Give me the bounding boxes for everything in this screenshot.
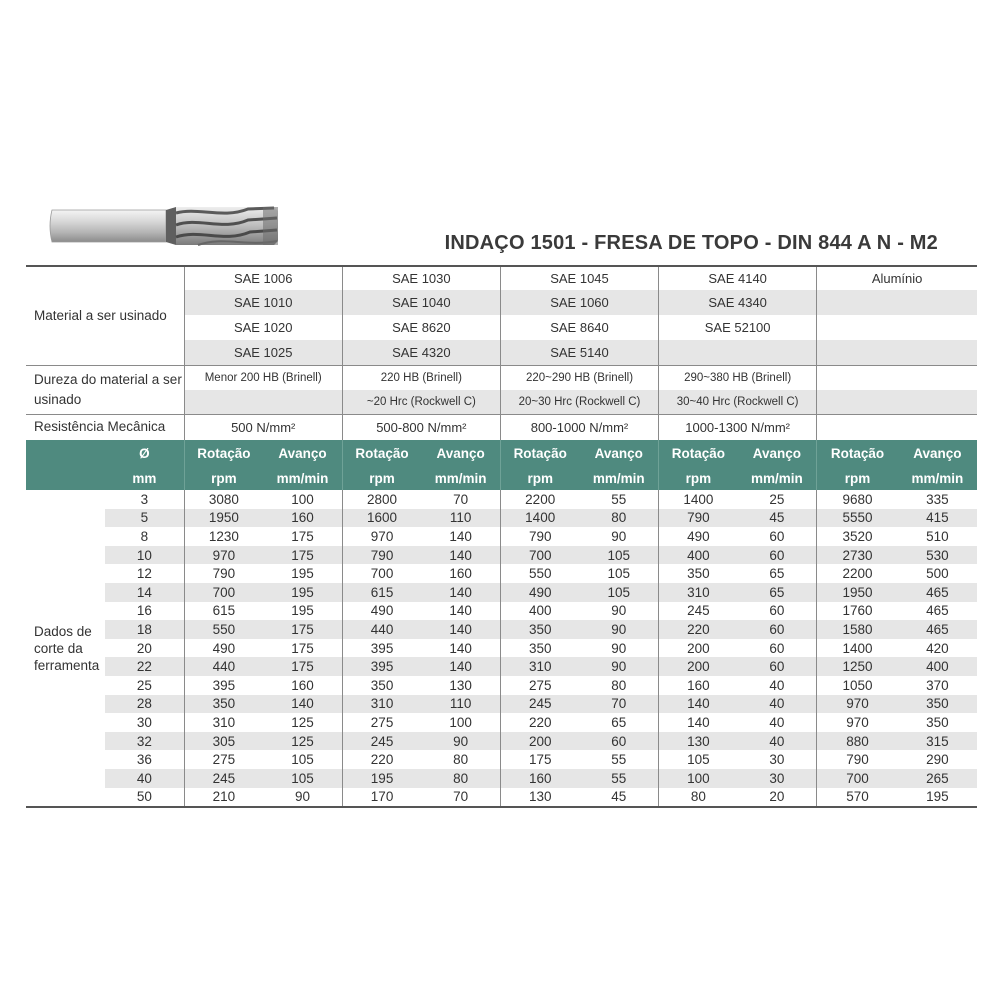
material-cell <box>659 340 817 365</box>
feed-cell: 80 <box>421 769 500 788</box>
feed-cell: 65 <box>769 566 785 582</box>
rotation-cell: 1580 <box>817 620 898 639</box>
rotation-cell: 350 <box>184 695 263 714</box>
material-row <box>26 266 977 290</box>
rotation-cell: 3520 <box>817 527 898 546</box>
resistance-label: Resistência Mecânica <box>26 414 184 440</box>
rotation-cell: 195 <box>342 769 421 788</box>
rotation-cell: 1400 <box>817 639 898 658</box>
rotation-cell: 440 <box>342 620 421 639</box>
feed-cell: 195 <box>291 566 314 582</box>
feed-cell: 160 <box>263 509 342 528</box>
rotation-cell: 1950 <box>817 583 898 602</box>
rotation-cell: 970 <box>817 695 898 714</box>
rotation-header: Rotação <box>184 440 263 466</box>
rotation-cell: 395 <box>184 676 263 695</box>
header-blank <box>26 440 105 466</box>
material-cell: SAE 4140 <box>659 266 817 290</box>
feed-cell: 415 <box>898 509 977 528</box>
rotation-cell: 175 <box>500 750 579 769</box>
feed-cell: 530 <box>898 546 977 565</box>
table-row <box>26 676 977 695</box>
rotation-cell: 275 <box>184 750 263 769</box>
rotation-cell: 970 <box>184 546 263 565</box>
rotation-cell: 105 <box>659 750 738 769</box>
feed-cell: 125 <box>263 732 342 751</box>
rotation-cell: 100 <box>659 769 738 788</box>
hardness-cell: ~20 Hrc (Rockwell C) <box>342 390 500 414</box>
rotation-cell: 2730 <box>817 546 898 565</box>
feed-cell: 90 <box>263 788 342 808</box>
rotation-cell: 790 <box>342 546 421 565</box>
material-cell: SAE 1006 <box>184 266 342 290</box>
unit-header-row <box>26 466 977 490</box>
feed-cell: 60 <box>579 732 658 751</box>
feed-cell: 110 <box>421 695 500 714</box>
resistance-cell: 500 N/mm² <box>184 414 342 440</box>
rotation-cell: 1600 <box>342 509 421 528</box>
feed-unit: mm/min <box>738 466 817 490</box>
feed-cell: 140 <box>421 583 500 602</box>
feed-cell: 70 <box>453 491 469 507</box>
table-row <box>26 657 977 676</box>
feed-cell: 40 <box>769 714 785 730</box>
diameter-cell: 5 <box>105 509 184 528</box>
rotation-cell: 395 <box>342 657 421 676</box>
resistance-cell: 1000-1300 N/mm² <box>659 414 817 440</box>
rotation-cell: 880 <box>817 732 898 751</box>
rotation-cell: 160 <box>500 769 579 788</box>
rotation-cell: 550 <box>184 620 263 639</box>
table-row <box>26 509 977 528</box>
rotation-cell: 700 <box>817 769 898 788</box>
feed-cell: 500 <box>926 566 949 582</box>
rotation-cell: 1950 <box>184 509 263 528</box>
table-row <box>26 583 977 602</box>
rotation-cell: 615 <box>184 602 263 621</box>
table-row <box>26 490 977 509</box>
diameter-cell: 10 <box>105 546 184 565</box>
hardness-cell: 30~40 Hrc (Rockwell C) <box>659 390 817 414</box>
feed-cell: 90 <box>611 528 627 544</box>
feed-cell: 80 <box>579 509 658 528</box>
feed-header: Avanço <box>738 440 817 466</box>
feed-cell: 160 <box>449 566 472 582</box>
rotation-cell: 350 <box>500 620 579 639</box>
rotation-cell: 570 <box>817 788 898 808</box>
diameter-cell: 8 <box>140 528 149 544</box>
material-label: Material a ser usinado <box>26 266 184 365</box>
feed-cell: 100 <box>291 491 314 507</box>
feed-cell: 195 <box>898 788 977 808</box>
feed-cell: 65 <box>738 583 817 602</box>
feed-cell: 30 <box>738 769 817 788</box>
feed-cell: 60 <box>769 640 785 656</box>
diameter-cell: 30 <box>136 714 152 730</box>
hardness-cell: Menor 200 HB (Brinell) <box>184 365 342 390</box>
feed-cell: 335 <box>926 491 949 507</box>
rotation-cell: 220 <box>500 713 579 732</box>
feed-cell: 140 <box>449 528 472 544</box>
material-cell: SAE 4340 <box>659 290 817 315</box>
rotation-header: Rotação <box>500 440 579 466</box>
feed-cell: 465 <box>926 603 949 619</box>
rotation-cell: 700 <box>342 564 421 583</box>
feed-cell: 350 <box>926 714 949 730</box>
table-row <box>26 620 977 639</box>
material-cell: SAE 8620 <box>342 315 500 340</box>
rotation-unit: rpm <box>500 466 579 490</box>
rotation-cell: 220 <box>342 750 421 769</box>
material-cell <box>817 340 977 365</box>
rotation-header: Rotação <box>659 440 738 466</box>
hardness-cell: 220 HB (Brinell) <box>342 365 500 390</box>
feed-cell: 25 <box>769 491 785 507</box>
rotation-cell: 310 <box>500 657 579 676</box>
diameter-cell: 20 <box>136 640 152 656</box>
feed-cell: 175 <box>263 546 342 565</box>
diameter-cell: 28 <box>105 695 184 714</box>
rotation-cell: 80 <box>659 788 738 808</box>
rotation-cell: 700 <box>500 546 579 565</box>
hardness-cell <box>184 390 342 414</box>
resistance-cell <box>817 414 977 440</box>
hardness-label: Dureza do material a ser usinado <box>26 365 184 414</box>
feed-cell: 40 <box>738 695 817 714</box>
feed-cell: 465 <box>898 620 977 639</box>
rotation-cell: 790 <box>817 750 898 769</box>
diameter-unit: mm <box>105 466 184 490</box>
feed-cell: 140 <box>263 695 342 714</box>
rotation-cell: 790 <box>500 527 579 546</box>
rotation-cell: 400 <box>659 546 738 565</box>
feed-cell: 45 <box>738 509 817 528</box>
rotation-cell: 245 <box>500 695 579 714</box>
feed-cell: 90 <box>611 640 627 656</box>
rotation-cell: 970 <box>817 713 898 732</box>
feed-cell: 80 <box>453 752 469 768</box>
feed-cell: 60 <box>738 620 817 639</box>
feed-cell: 40 <box>769 677 785 693</box>
table-row <box>26 750 977 769</box>
feed-cell: 90 <box>579 620 658 639</box>
rotation-cell: 1760 <box>817 602 898 621</box>
rotation-cell: 3080 <box>184 490 263 509</box>
feed-cell: 370 <box>926 677 949 693</box>
material-cell: SAE 8640 <box>500 315 658 340</box>
feed-cell: 105 <box>579 583 658 602</box>
rotation-cell: 440 <box>184 657 263 676</box>
feed-cell: 90 <box>579 657 658 676</box>
diameter-cell: 25 <box>136 677 152 693</box>
rotation-cell: 400 <box>500 602 579 621</box>
rotation-cell: 245 <box>184 769 263 788</box>
diameter-cell: 14 <box>105 583 184 602</box>
rotation-cell: 130 <box>500 788 579 808</box>
feed-cell: 45 <box>579 788 658 808</box>
rotation-cell: 790 <box>659 509 738 528</box>
material-cell <box>817 290 977 315</box>
rotation-cell: 140 <box>659 695 738 714</box>
feed-cell: 140 <box>449 603 472 619</box>
feed-cell: 140 <box>421 546 500 565</box>
feed-cell: 60 <box>738 657 817 676</box>
material-cell: SAE 1040 <box>342 290 500 315</box>
feed-cell: 70 <box>421 788 500 808</box>
resistance-cell: 500-800 N/mm² <box>342 414 500 440</box>
feed-cell: 30 <box>769 752 785 768</box>
feed-unit: mm/min <box>263 466 342 490</box>
feed-header: Avanço <box>579 440 658 466</box>
material-cell: SAE 1025 <box>184 340 342 365</box>
material-cell: SAE 1020 <box>184 315 342 340</box>
feed-cell: 290 <box>926 752 949 768</box>
rotation-cell: 310 <box>659 583 738 602</box>
feed-header: Avanço <box>421 440 500 466</box>
rotation-cell: 2200 <box>817 564 898 583</box>
rotation-cell: 2200 <box>500 490 579 509</box>
feed-cell: 140 <box>421 657 500 676</box>
rotation-cell: 1400 <box>659 490 738 509</box>
table-row <box>26 639 977 658</box>
hardness-row <box>26 365 977 390</box>
feed-cell: 510 <box>926 528 949 544</box>
hardness-cell: 220~290 HB (Brinell) <box>500 365 658 390</box>
table-row <box>26 732 977 751</box>
feed-header: Avanço <box>263 440 342 466</box>
feed-cell: 125 <box>291 714 314 730</box>
rotation-header: Rotação <box>817 440 898 466</box>
table-row <box>26 546 977 565</box>
rotation-cell: 200 <box>500 732 579 751</box>
rotation-cell: 490 <box>500 583 579 602</box>
rotation-unit: rpm <box>659 466 738 490</box>
material-cell: SAE 1060 <box>500 290 658 315</box>
hardness-cell: 290~380 HB (Brinell) <box>659 365 817 390</box>
table-row <box>26 713 977 732</box>
feed-cell: 195 <box>263 583 342 602</box>
feed-cell: 175 <box>291 640 314 656</box>
feed-cell: 60 <box>769 528 785 544</box>
feed-cell: 40 <box>738 732 817 751</box>
rotation-unit: rpm <box>817 466 898 490</box>
feed-cell: 105 <box>263 769 342 788</box>
rotation-cell: 350 <box>342 676 421 695</box>
diameter-cell: 18 <box>105 620 184 639</box>
rotation-cell: 130 <box>659 732 738 751</box>
feed-cell: 420 <box>926 640 949 656</box>
rotation-cell: 395 <box>342 639 421 658</box>
feed-header: Avanço <box>898 440 977 466</box>
material-cell: SAE 1030 <box>342 266 500 290</box>
resistance-row <box>26 414 977 440</box>
feed-cell: 100 <box>449 714 472 730</box>
rotation-cell: 200 <box>659 657 738 676</box>
rotation-cell: 615 <box>342 583 421 602</box>
feed-cell: 130 <box>449 677 472 693</box>
rotation-cell: 245 <box>659 602 738 621</box>
rotation-cell: 160 <box>659 676 738 695</box>
feed-cell: 160 <box>291 677 314 693</box>
rotation-cell: 200 <box>659 639 738 658</box>
feed-cell: 140 <box>421 620 500 639</box>
feed-unit: mm/min <box>579 466 658 490</box>
material-cell <box>817 315 977 340</box>
hardness-cell <box>817 365 977 390</box>
rotation-cell: 310 <box>184 713 263 732</box>
table-row <box>26 527 977 546</box>
material-cell: SAE 4320 <box>342 340 500 365</box>
material-cell: SAE 52100 <box>659 315 817 340</box>
feed-cell: 60 <box>769 603 785 619</box>
diameter-cell: 16 <box>136 603 152 619</box>
feed-cell: 55 <box>611 491 627 507</box>
diameter-cell: 36 <box>136 752 152 768</box>
material-cell: Alumínio <box>817 266 977 290</box>
feed-cell: 90 <box>421 732 500 751</box>
feed-cell: 55 <box>611 752 627 768</box>
cutting-data-label: Dados de corte da ferramenta <box>26 490 105 807</box>
column-header-row <box>26 440 977 466</box>
diameter-cell: 32 <box>105 732 184 751</box>
feed-cell: 105 <box>607 566 631 582</box>
rotation-cell: 1400 <box>500 509 579 528</box>
rotation-cell: 490 <box>184 639 263 658</box>
diameter-header: Ø <box>105 440 184 466</box>
hardness-cell: 20~30 Hrc (Rockwell C) <box>500 390 658 414</box>
feed-cell: 65 <box>611 714 627 730</box>
material-cell: SAE 5140 <box>500 340 658 365</box>
material-cell: SAE 1010 <box>184 290 342 315</box>
feed-cell: 265 <box>898 769 977 788</box>
material-cell: SAE 1045 <box>500 266 658 290</box>
rotation-cell: 490 <box>659 527 738 546</box>
table-row <box>26 695 977 714</box>
table-row <box>26 788 977 808</box>
diameter-cell: 50 <box>105 788 184 808</box>
feed-unit: mm/min <box>898 466 977 490</box>
rotation-cell: 1250 <box>817 657 898 676</box>
diameter-cell: 40 <box>105 769 184 788</box>
rotation-cell: 305 <box>184 732 263 751</box>
cutting-data-table <box>26 265 977 808</box>
rotation-cell: 790 <box>184 564 263 583</box>
rotation-cell: 5550 <box>817 509 898 528</box>
rotation-cell: 550 <box>500 564 579 583</box>
rotation-cell: 9680 <box>817 490 898 509</box>
rotation-unit: rpm <box>342 466 421 490</box>
feed-unit: mm/min <box>421 466 500 490</box>
rotation-cell: 275 <box>342 713 421 732</box>
feed-cell: 175 <box>291 528 314 544</box>
end-mill-tool-image <box>48 203 280 249</box>
table-row <box>26 602 977 621</box>
table-row <box>26 769 977 788</box>
resistance-cell: 800-1000 N/mm² <box>500 414 658 440</box>
feed-cell: 105 <box>579 546 658 565</box>
rotation-header: Rotação <box>342 440 421 466</box>
feed-cell: 465 <box>898 583 977 602</box>
rotation-cell: 350 <box>659 564 738 583</box>
feed-cell: 105 <box>291 752 314 768</box>
rotation-cell: 490 <box>342 602 421 621</box>
rotation-cell: 1230 <box>184 527 263 546</box>
rotation-cell: 700 <box>184 583 263 602</box>
feed-cell: 315 <box>898 732 977 751</box>
feed-cell: 350 <box>898 695 977 714</box>
feed-cell: 70 <box>579 695 658 714</box>
page-title: INDAÇO 1501 - FRESA DE TOPO - DIN 844 A N - M2 <box>444 232 938 254</box>
feed-cell: 400 <box>898 657 977 676</box>
rotation-cell: 275 <box>500 676 579 695</box>
rotation-cell: 1050 <box>817 676 898 695</box>
feed-cell: 60 <box>738 546 817 565</box>
feed-cell: 175 <box>263 657 342 676</box>
rotation-cell: 140 <box>659 713 738 732</box>
feed-cell: 20 <box>738 788 817 808</box>
rotation-cell: 210 <box>184 788 263 808</box>
feed-cell: 140 <box>449 640 472 656</box>
hardness-cell <box>817 390 977 414</box>
feed-cell: 90 <box>611 603 627 619</box>
rotation-cell: 350 <box>500 639 579 658</box>
feed-cell: 80 <box>611 677 627 693</box>
header-blank <box>26 466 105 490</box>
rotation-cell: 310 <box>342 695 421 714</box>
rotation-unit: rpm <box>184 466 263 490</box>
feed-cell: 175 <box>263 620 342 639</box>
feed-cell: 110 <box>421 509 500 528</box>
feed-cell: 55 <box>579 769 658 788</box>
rotation-cell: 170 <box>342 788 421 808</box>
rotation-cell: 220 <box>659 620 738 639</box>
rotation-cell: 970 <box>342 527 421 546</box>
table-row <box>26 564 977 583</box>
diameter-cell: 12 <box>136 566 152 582</box>
diameter-cell: 22 <box>105 657 184 676</box>
rotation-cell: 2800 <box>342 490 421 509</box>
rotation-cell: 245 <box>342 732 421 751</box>
diameter-cell: 3 <box>140 491 149 507</box>
feed-cell: 195 <box>291 603 314 619</box>
